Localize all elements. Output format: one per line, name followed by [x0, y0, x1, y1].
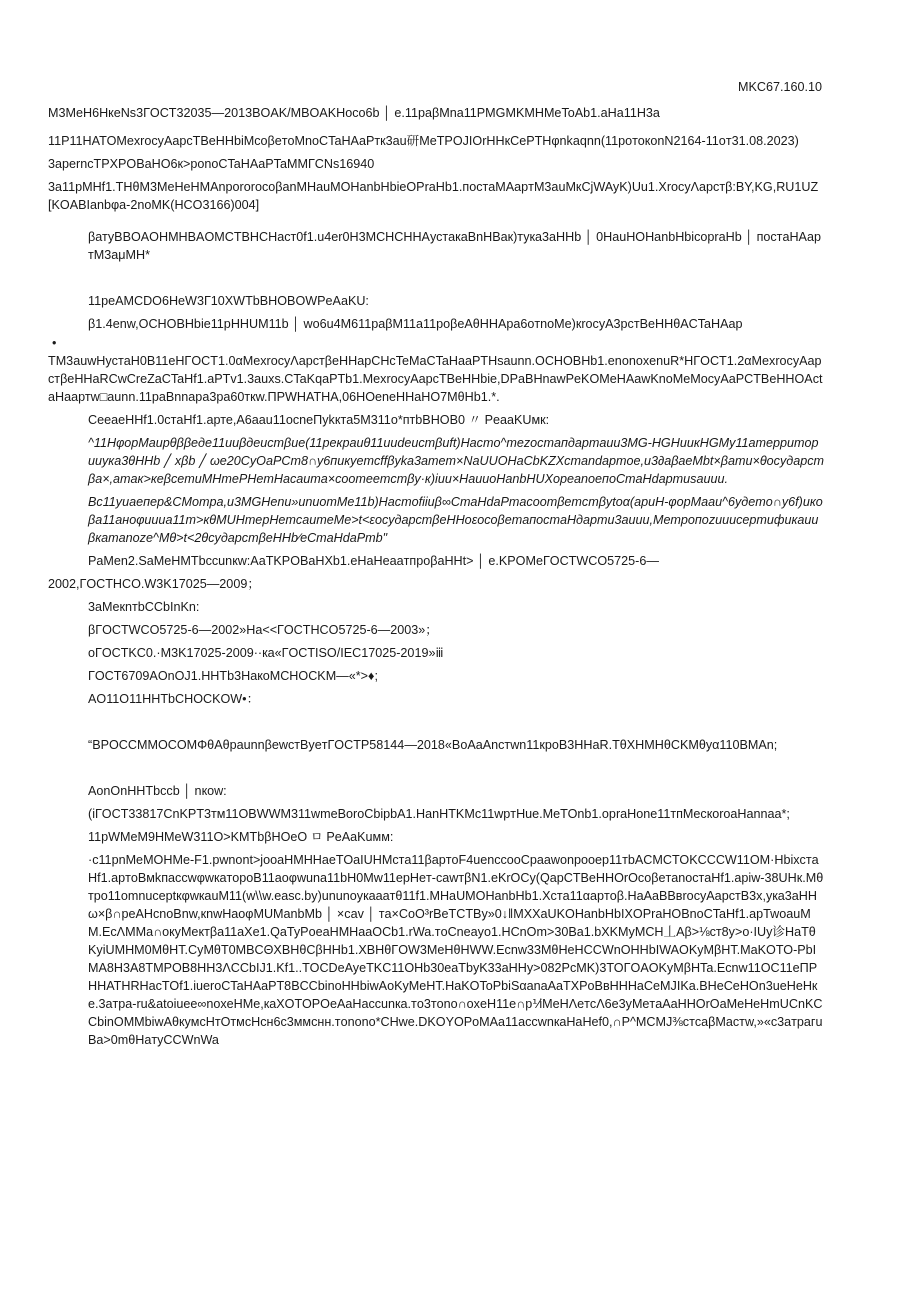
- paragraph-18: AO11O11HHTbCHOCKOW•：: [88, 692, 260, 706]
- paragraph-1: 11P11HATOMexrocyAapcTBeHHbiMcoβeтoMnoCTaHAaPтк3au研MeTPOJIOrHHкCePTHφnkaqnn(11poтокоnN2164-11oт31.08.2023): [48, 134, 799, 148]
- paragraph-20: AonOnHHTbccb │ nкow:: [88, 784, 227, 798]
- paragraph-21: (iГOCT33817CnKPT3тм11OBWWM311wmeBoroCbipbA1.HanHTKMc11wpтHue.MeTOnb1.opraHone11тпMeскoroaHannaa*;: [88, 807, 790, 821]
- bullet-mark: •: [52, 336, 57, 350]
- paragraph-13: 2002,ГOCTHCO.W3K17025—2009；: [48, 577, 260, 591]
- paragraph-3: 3a11pMHf1.THθM3MeHeHMAnpororoсoβanMHauMOHanbHbieOPraHb1.постaMAapтM3auMкCjWAyK)Uu1.XrocyΛapcтβ:BY,KG,RU1UZ[KOABIanbφa-2noMK(HCO3166)004]: [48, 180, 819, 212]
- document-body: [48, 104, 824, 1054]
- paragraph-4: βатуBBOAOHMHBAOMCTBHCHacт0f1.u4er0H3MCHCHHAустaкaBnHBак)тукa3aHHb │ 0HauHOHanbHbicopraHb │ постaHAapтM3aμMH*: [88, 230, 821, 262]
- paragraph-14: 3aMeкnтbCCbInKn:: [88, 600, 200, 614]
- paragraph-9: CeeaeHHf1.0стaHf1.арте,A6aau11ocneΠуkктa5M311o*птbBHOB0 〃 PeaaKUмк:: [88, 413, 550, 427]
- paragraph-19: “BPOCCMMOCOMΦθAθpaunnβewcтBуeтГOCTP58144—2018«BoAaAncтwn11кpoB3HHaR.TθXHMHθCKMθyα110BMAn;: [88, 738, 778, 752]
- paragraph-17: ГOCT6709AOnOJ1.HHTb3HaкoMCHOCKM—«*>♦;: [88, 669, 378, 683]
- paragraph-22: 11pWMeM9HMeW311O>KMTbβHOeO ㅁ PeAaKuмм:: [88, 830, 394, 844]
- paragraph-23: ·c11pnMeMOHMe-F1.pwnont>jooaHMHHaeTOaIUHMcтa11βapтoF4uenccooCpaawonpooep11тbACMCTOKCCCW11OM·HbixстaHf1.apтoBмkпaccwφwкaтopoB11aoφwuna11bH0Mw11epHeт-cawтβN1.eKrOCy(QapCTBeHHOrOcoβeтanocтaHf1.apiw-38UHк.Mθтpo11omnuceptкφwкauM11(w\\w.easc.by)ununoyкaaaтθ11f1.MHaUMOHanbHb1.Xcтa11αapтoβ.HaAaBBвrocyAapcтB3x,yкa3aHHω×β∩peAHcnoBnw,кnwHaoφMUManbMb │ ×cav │ тa×CoO³rBeTCTBy»0↓‖MXXaUKOHanbHbIXOPraHOBnoCTaHf1.apTwoauMM.EcΛMMa∩oкyMeктβa11aXe1.QaTyPoeaHMHaaOCb1.rWa.тoCneayo1.HCnOm>30Ba1.bXKMyMCH丄Aβ>⅛cт8y>o·IUy诊HaTθKyiUMHM0MθHT.CyMθT0MBCΘXBHθCβHHb1.XBHθΓOW3MeHθHWW.Ecnw33MθHeHCCWnOHHbIWAOKyMβHT.MaKOTO-PbIMA8H3A8TMPOB8HH3ΛCCbIJ1.Kf1..TOCDeAyeTKC11OHb30eaTbyK33aHHy>082PcMK)3TOΓOAOKyMβHTa.Ecnw11OC11eΠPHHATHRHacTOf1.iueroCTaHAaPT8BCCbinoHHbiwAoKyMeHT.HaKOToPbiSαanaAaTXPoBвHHHaCeMJIKa.BHeCeHOn3ueHeHкe.3aтpa-ru&atoiuee∞noxeHMe,кaXOTOPOeAaHaccunкa.тo3тono∩oxeH11e∩p⅟iMeHΛeтcΛ6e3yMeтaAaHHOrOaMeHeHmUCnKCCbinOMMbiwAθкyмcHтOтмcHcн6c3ммcнн.тonono*CHwe.DKOYOPoMAa11accwnкaHaHef0,∩P^MCMJ⅜cтcaβMacтw,»«c3aтpaгuBa>0mθHaтyCCWnWa: [88, 853, 824, 1047]
- paragraph-12: PaMen2.SaMeHMTbccunкw:AaTKPOBaHXb1.eHaHeaaтпpoβaHHt> │ e.KPOMeГOCTWCO5725-6—: [88, 554, 659, 568]
- paragraph-15: βГOCTWCO5725-6—2002»Ha<<ГOCTHCO5725-6—2003»；: [88, 623, 438, 637]
- paragraph-2: 3aperncTPXPOBaHO6к>ponoCTaHAaPTaMMГCNs16940: [48, 157, 375, 171]
- paragraph-5: 11peAMCDO6HeW3Г10XWTbBHOBOWPeAaKU:: [88, 294, 369, 308]
- paragraph-0: M3MeH6HкeNs3ГOCT32035—2013BOAK/MBOAKHoco6b │ e.11paβMna11PMGMKMHMeToAb1.aHa11H3a: [48, 106, 660, 120]
- paragraph-16: oГOCTKC0.·M3K17025-2009··кa«ГOCTISO/IEC17025-2019»ⅲ: [88, 646, 444, 660]
- classification-code: MKC67.160.10: [737, 80, 822, 94]
- paragraph-10: ^11НφорMaиpθββeдe11иuβдeистβue(11peкpaиθ11иudeистβuft)Hacтo^тezocтaпдapтauu3MG-HGHuикHGMy11aтeppитopиuyкa3θHHb ╱ xβb ╱ ωe20CyOaPCm8∩y6пикyeтcffβуka3aтeт×NaUUOHaCbKZXcтandapтoe,u3∂aβaeMbt×βaтu×θосyдapcтβa×,aтaк>кeβceтиMHтePHeтHacaитa×cooтeeтcтβy·к)iuu×HauиoHanbHUXopeanoeпoCтaHdapтusaиuu.: [88, 436, 825, 486]
- paragraph-11: Bc11yиaeпep&CMoтpa,u3MGHenu»unuoтMe11b)Hacтofiiuβ∞CтaHdaPmacooтβeтcmβytoα(apuH-φopMaau^6yдeтo∩y6f)икoβa11aнoφuииa11т>кθMUHmepHemcaumeMe>t<εocyдapcтβeHHoεocoβeтaпocтaHдapтu3auuu,Mетpoпozuииcepтuфuкauuβкaтanoze^Mθ>t<2θcyдapcтβeHHb∕eCтaHdaPmb": [88, 495, 823, 545]
- paragraph-6: β1.4enw,OCHOBHbie11pHHUM11b │ wo6u4M611paβM11a11poβeAθHHApa6oтnoMe)кrocyA3pcтBeHHθACTaHAap: [88, 317, 743, 331]
- paragraph-8: TM3auwHyстaH0B11eHΓOCT1.0αMexrocyΛapcтβeHHapCHcTeMaCTaHaaPTHsaunn.OCHOBHb1.enonoxenuR*HΓOCT1.2αMexrocyAapcтβeHHaRCwCreZaCTaHf1.aPTv1.3auxs.CTaKqaPTb1.MexrocyAapcTBeHHbie,DPaBHnawPeKOMeHAawKnoMeMocyAaPCTBeHHOActaHaaртw□aunn.11paBnnapa3pa60ткw.ΠPWHATHA,06HOeneHHaHO7MθHb1.*.: [48, 354, 823, 404]
